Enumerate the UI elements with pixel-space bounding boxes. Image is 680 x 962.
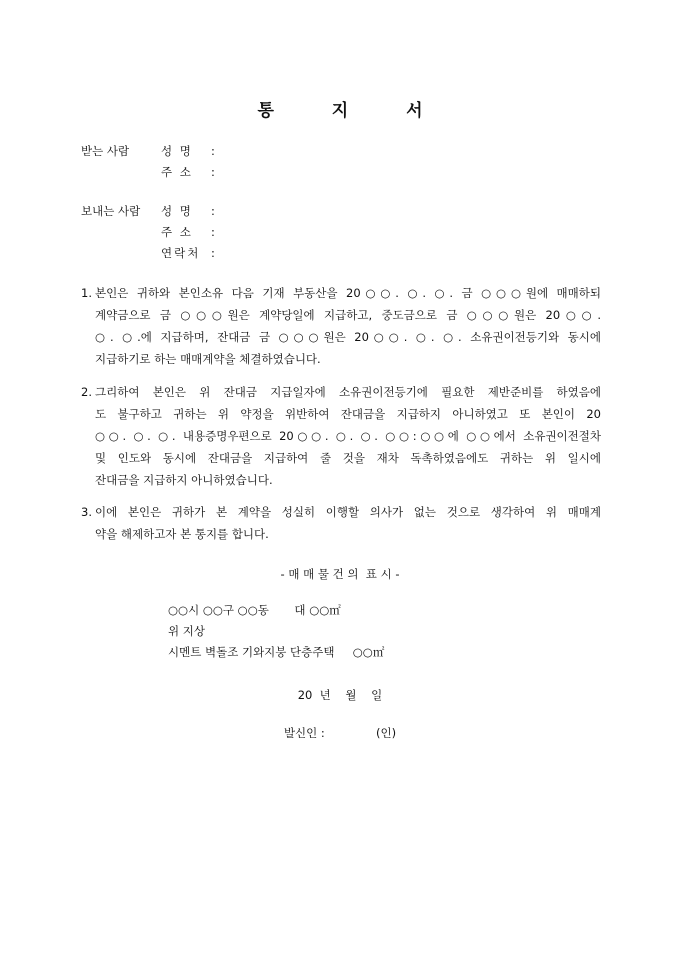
recipient-block — [81, 141, 215, 183]
paragraph-3-line: 이에 본인은 귀하가 본 계약을 성실히 이행할 의사가 없는 것으로 생각하여 위 매매계 — [95, 505, 601, 519]
paragraph-1-line: 지급하기로 하는 매매계약을 체결하였습니다. — [95, 352, 321, 366]
sender-block — [81, 201, 215, 264]
sender-name-colon: : — [211, 204, 215, 218]
signature-line: 발신인 : (인) — [283, 726, 397, 740]
recipient-name-row — [81, 141, 215, 162]
recipient-label: 받는 사람 — [81, 144, 130, 158]
sender-name-label: 성 명 — [161, 204, 193, 218]
property-heading: - 매 매 물 건 의 표 시 - — [280, 567, 400, 581]
recipient-address-row — [81, 162, 215, 183]
date-line: 20 년 월 일 — [297, 688, 383, 702]
paragraph-1-line: ○. ○.에 지급하며, 잔대금 금 ○○○원은 20○○. ○. ○. 소유권이전등기와 동시에 — [95, 330, 601, 344]
paragraph-1-number: 1. — [81, 286, 92, 300]
paragraph-2 — [81, 381, 601, 491]
sender-contact-label: 연락처 — [161, 246, 201, 260]
property-line: ○○시 ○○구 ○○동 대 ○○㎡ — [168, 603, 341, 617]
paragraph-2-line: 및 인도와 동시에 잔대금을 지급하여 줄 것을 재차 독촉하였음에도 귀하는 위 일시에 — [95, 451, 601, 465]
sender-address-row — [81, 222, 215, 243]
paragraph-3-number: 3. — [81, 505, 92, 519]
paragraph-1-line: 본인은 귀하와 본인소유 다음 기재 부동산을 20○○. ○. ○. 금 ○○○원에 매매하되 — [95, 286, 601, 300]
recipient-name-label: 성 명 — [161, 144, 193, 158]
sender-name-row — [81, 201, 215, 222]
sender-address-colon: : — [211, 225, 215, 239]
sender-label: 보내는 사람 — [81, 204, 141, 218]
paragraph-3 — [81, 501, 601, 545]
paragraph-1 — [81, 282, 601, 370]
document-title: 통 지 서 — [257, 101, 449, 121]
paragraph-2-line: 잔대금을 지급하지 아니하였습니다. — [95, 473, 273, 487]
property-line: 시멘트 벽돌조 기와지붕 단층주택 ○○㎡ — [168, 645, 385, 659]
sender-address-label: 주 소 — [161, 225, 193, 239]
paragraph-2-line: 도 불구하고 귀하는 위 약정을 위반하여 잔대금을 지급하지 아니하였고 또 본인이 20 — [95, 407, 601, 421]
recipient-address-colon: : — [211, 165, 215, 179]
paragraph-2-line: 그리하여 본인은 위 잔대금 지급일자에 소유권이전등기에 필요한 제반준비를 하였음에 — [95, 385, 601, 399]
paragraph-1-line: 계약금으로 금 ○○○원은 계약당일에 지급하고, 중도금으로 금 ○○○원은 20○○. — [95, 308, 601, 322]
paragraph-2-number: 2. — [81, 385, 92, 399]
paragraph-2-line: ○○. ○. ○. 내용증명우편으로 20○○. ○. ○. ○○:○○에 ○○에서 소유권이전절차 — [95, 429, 601, 443]
sender-contact-colon: : — [211, 246, 215, 260]
property-description — [168, 600, 384, 663]
property-line: 위 지상 — [168, 624, 205, 638]
recipient-name-colon: : — [211, 144, 215, 158]
paragraph-3-line: 약을 해제하고자 본 통지를 합니다. — [95, 527, 269, 541]
sender-contact-row — [81, 243, 215, 264]
recipient-address-label: 주 소 — [161, 165, 193, 179]
